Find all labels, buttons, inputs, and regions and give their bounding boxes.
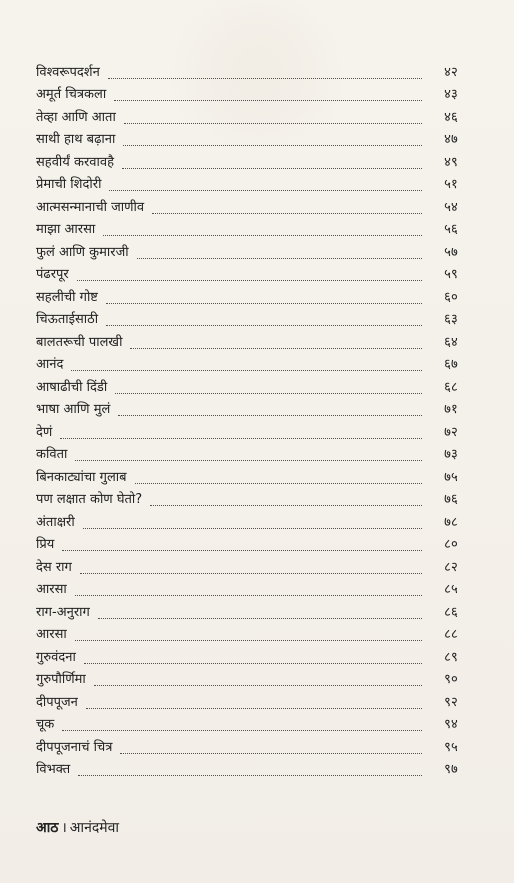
toc-page-number: ८९ (444, 649, 458, 665)
toc-title: दीपपूजनाचं चित्र (36, 739, 113, 755)
footer-book-title: आनंदमेवा (69, 820, 120, 836)
toc-page-number: ६७ (444, 357, 458, 373)
toc-page-number: ८० (444, 537, 458, 553)
toc-entry (36, 421, 458, 444)
dot-leader (103, 235, 422, 236)
toc-title: आनंद (36, 357, 64, 373)
dot-leader (98, 618, 422, 619)
toc-entry (36, 669, 458, 692)
dot-leader (106, 325, 422, 326)
toc-entry (36, 511, 458, 534)
toc-page-number: ५४ (444, 199, 458, 215)
toc-title: गुरुपौर्णिमा (36, 672, 86, 688)
toc-entry (36, 534, 458, 557)
toc-title: प्रिय (36, 537, 55, 553)
toc-entry (36, 556, 458, 579)
toc-entry (36, 624, 458, 647)
dot-leader (152, 213, 422, 214)
toc-title: देस राग (36, 559, 72, 575)
toc-title: विश्वरूपदर्शन (36, 64, 100, 80)
toc-title: माझा आरसा (36, 222, 96, 238)
dot-leader (137, 258, 422, 259)
dot-leader (62, 730, 422, 731)
table-of-contents (36, 61, 458, 781)
dot-leader (62, 550, 422, 551)
toc-page-number: ७३ (444, 447, 458, 463)
toc-entry (36, 601, 458, 624)
toc-page-number: ४३ (444, 87, 458, 103)
toc-page-number: ७६ (444, 492, 458, 508)
dot-leader (123, 145, 422, 146)
toc-title: देणं (36, 424, 53, 440)
toc-entry (36, 489, 458, 512)
toc-page-number: ५९ (444, 267, 458, 283)
toc-page-number: ८५ (444, 582, 458, 598)
toc-page-number: ६० (444, 289, 458, 305)
toc-page-number: ७१ (444, 402, 458, 418)
dot-leader (80, 573, 422, 574)
dot-leader (150, 505, 422, 506)
toc-page-number: ९० (444, 672, 458, 688)
dot-leader (75, 640, 422, 641)
toc-page-number: ७२ (444, 424, 458, 440)
toc-title: साथी हाथ बढ़ाना (36, 132, 116, 148)
toc-page-number: ६३ (444, 312, 458, 328)
toc-title: बिनकाट्यांचा गुलाब (36, 469, 127, 485)
toc-title: दीपपूजन (36, 694, 78, 710)
dot-leader (109, 190, 422, 191)
toc-entry (36, 264, 458, 287)
toc-entry (36, 736, 458, 759)
toc-title: चिऊताईसाठी (36, 312, 99, 328)
footer-page-number: आठ (36, 820, 59, 836)
toc-title: कविता (36, 447, 68, 463)
footer-separator: । (61, 820, 67, 836)
toc-entry (36, 691, 458, 714)
dot-leader (120, 753, 422, 754)
toc-title: पंढरपूर (36, 267, 69, 283)
toc-page-number: ७५ (444, 469, 458, 485)
dot-leader (60, 438, 422, 439)
toc-page-number: ५६ (444, 222, 458, 238)
toc-page-number: ४२ (444, 64, 458, 80)
dot-leader (75, 460, 422, 461)
toc-entry (36, 309, 458, 332)
toc-title: आषाढीची दिंडी (36, 379, 108, 395)
dot-leader (86, 708, 422, 709)
toc-entry (36, 196, 458, 219)
toc-entry (36, 714, 458, 737)
toc-title: बालतरूची पालखी (36, 334, 123, 350)
toc-title: प्रेमाची शिदोरी (36, 177, 102, 193)
toc-page-number: ४९ (444, 154, 458, 170)
dot-leader (130, 348, 422, 349)
toc-page-number: ५७ (444, 244, 458, 260)
toc-title: आरसा (36, 582, 67, 598)
toc-page-number: ९२ (444, 694, 458, 710)
dot-leader (108, 78, 422, 79)
toc-title: फुलं आणि कुमारजी (36, 244, 129, 260)
toc-page-number: ८२ (444, 559, 458, 575)
toc-title: अमूर्त चित्रकला (36, 87, 107, 103)
toc-entry (36, 331, 458, 354)
toc-entry (36, 466, 458, 489)
toc-page-number: ९५ (444, 739, 458, 755)
toc-title: चूक (36, 717, 55, 733)
toc-page-number: ४६ (444, 109, 458, 125)
toc-page-number: ८८ (444, 627, 458, 643)
toc-entry (36, 354, 458, 377)
toc-page-number: ६४ (444, 334, 458, 350)
toc-page-number: ९७ (444, 762, 458, 778)
toc-title: गुरुवंदना (36, 649, 76, 665)
toc-title: सहवीर्यं करवावहै (36, 154, 114, 170)
dot-leader (122, 168, 422, 169)
dot-leader (75, 595, 422, 596)
dot-leader (78, 775, 422, 776)
toc-entry (36, 219, 458, 242)
toc-entry (36, 646, 458, 669)
toc-entry (36, 84, 458, 107)
dot-leader (71, 370, 422, 371)
toc-page-number: ७८ (444, 514, 458, 530)
dot-leader (94, 685, 422, 686)
page-footer (36, 818, 119, 837)
toc-title: आरसा (36, 627, 67, 643)
toc-title: अंताक्षरी (36, 514, 75, 530)
toc-page-number: ९४ (444, 717, 458, 733)
toc-page-number: ८६ (444, 604, 458, 620)
toc-entry (36, 174, 458, 197)
dot-leader (135, 483, 422, 484)
toc-entry (36, 444, 458, 467)
toc-entry (36, 129, 458, 152)
toc-title: विभक्त (36, 762, 71, 778)
toc-title: भाषा आणि मुलं (36, 402, 111, 418)
toc-entry (36, 579, 458, 602)
dot-leader (84, 663, 422, 664)
toc-entry (36, 286, 458, 309)
toc-title: तेव्हा आणि आता (36, 109, 116, 125)
dot-leader (114, 100, 422, 101)
dot-leader (115, 393, 422, 394)
toc-page-number: ५१ (444, 177, 458, 193)
toc-page-number: ६८ (444, 379, 458, 395)
toc-title: सहलीची गोष्ट (36, 289, 98, 305)
toc-entry (36, 376, 458, 399)
dot-leader (83, 528, 422, 529)
dot-leader (124, 123, 422, 124)
dot-leader (118, 415, 422, 416)
toc-entry (36, 759, 458, 782)
toc-entry (36, 399, 458, 422)
toc-page-number: ४७ (444, 132, 458, 148)
dot-leader (77, 280, 422, 281)
toc-title: आत्मसन्मानाची जाणीव (36, 199, 145, 215)
toc-entry (36, 106, 458, 129)
toc-entry (36, 61, 458, 84)
toc-title: पण लक्षात कोण घेतो? (36, 492, 143, 508)
dot-leader (106, 303, 422, 304)
toc-entry (36, 241, 458, 264)
toc-entry (36, 151, 458, 174)
toc-title: राग-अनुराग (36, 604, 90, 620)
